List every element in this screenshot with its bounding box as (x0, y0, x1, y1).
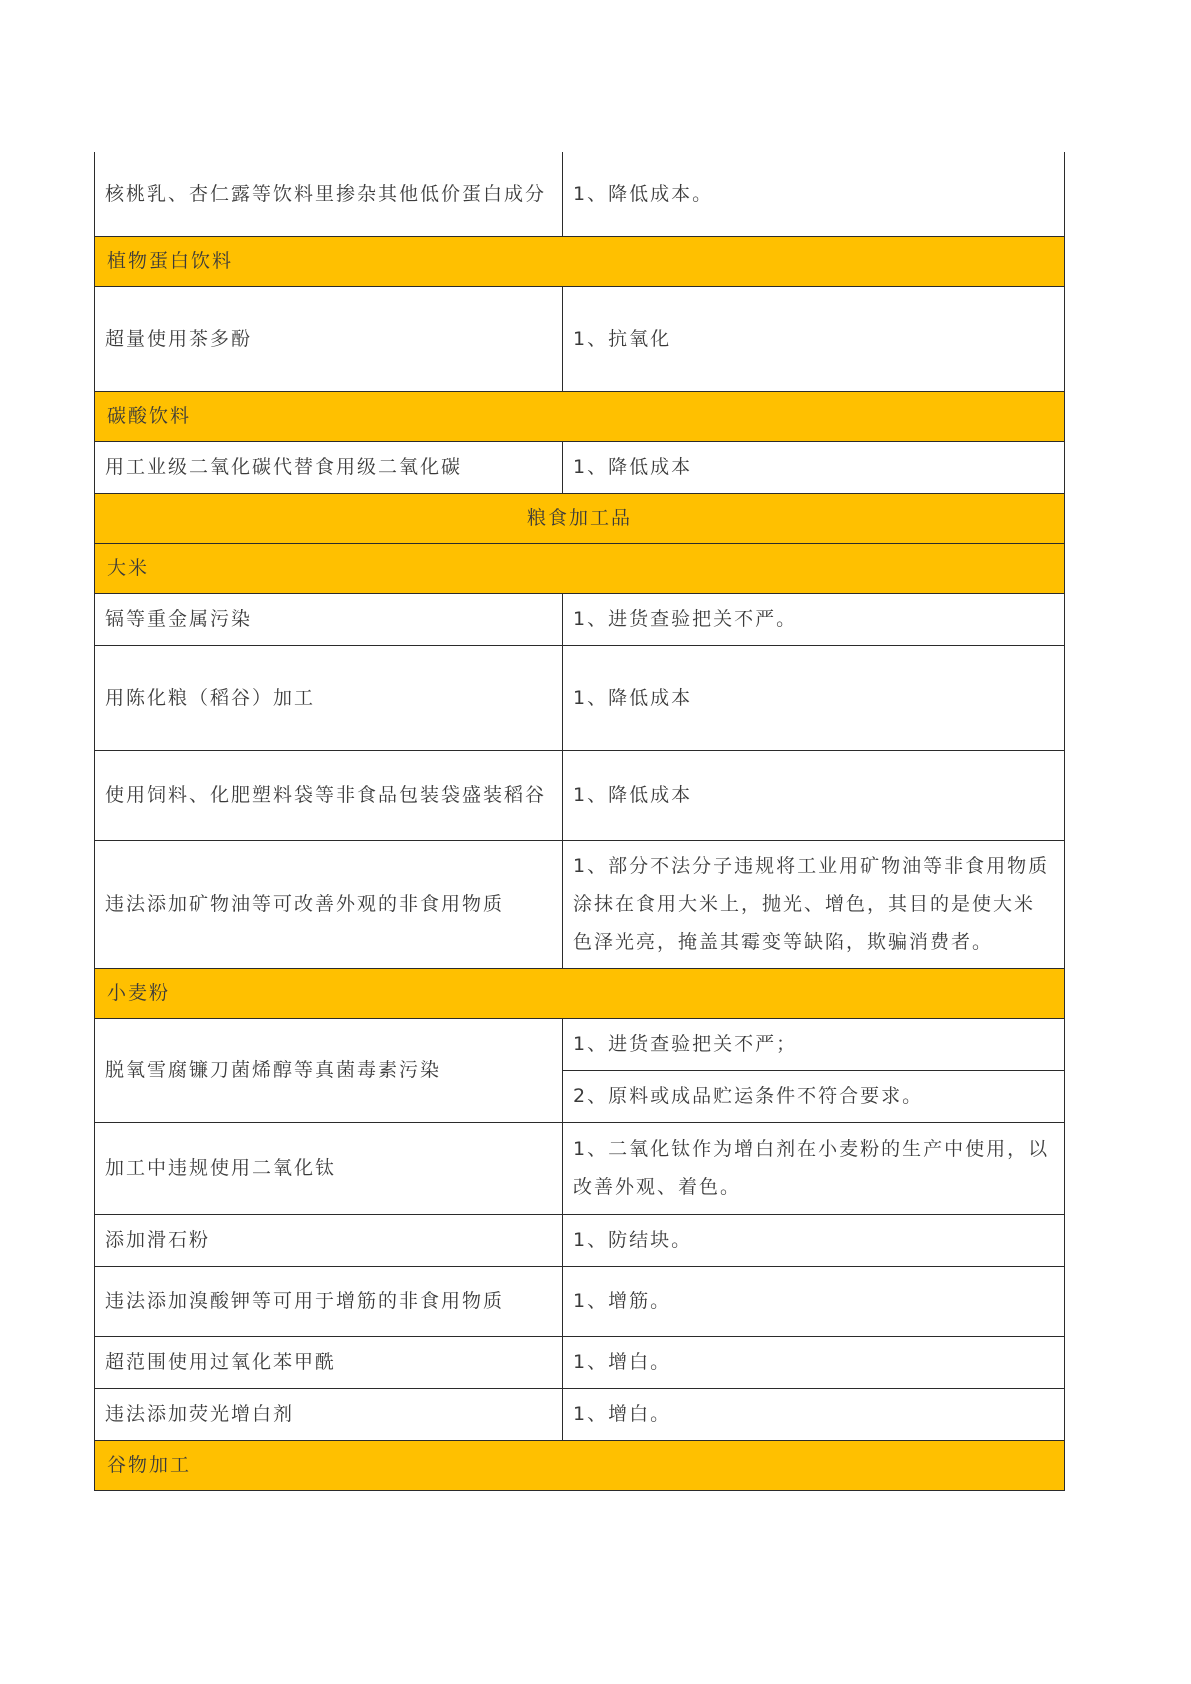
table-row (95, 645, 1065, 750)
table-row (95, 1018, 1065, 1070)
category-row (95, 543, 1065, 593)
table-row (95, 286, 1065, 391)
hazard-cell: 添加滑石粉 (95, 1214, 563, 1266)
category-row (95, 391, 1065, 441)
cause-cell: 1、降低成本 (563, 441, 1065, 493)
cause-cell: 1、降低成本 (563, 750, 1065, 840)
category-header: 碳酸饮料 (95, 391, 1065, 441)
section-row (95, 493, 1065, 543)
cause-cell: 1、增筋。 (563, 1266, 1065, 1336)
cause-cell: 1、部分不法分子违规将工业用矿物油等非食用物质涂抹在食用大米上，抛光、增色，其目的是使大米色泽光亮，掩盖其霉变等缺陷，欺骗消费者。 (563, 840, 1065, 968)
food-risk-table (94, 152, 1065, 1491)
category-row (95, 1440, 1065, 1490)
table-row (95, 840, 1065, 968)
category-header: 谷物加工 (95, 1440, 1065, 1490)
hazard-cell: 脱氧雪腐镰刀菌烯醇等真菌毒素污染 (95, 1018, 563, 1122)
cause-cell: 1、进货查验把关不严。 (563, 593, 1065, 645)
table-row (95, 593, 1065, 645)
section-header: 粮食加工品 (95, 493, 1065, 543)
hazard-cell: 使用饲料、化肥塑料袋等非食品包装袋盛装稻谷 (95, 750, 563, 840)
cause-cell: 1、增白。 (563, 1336, 1065, 1388)
cause-cell: 1、增白。 (563, 1388, 1065, 1440)
table-row (95, 1336, 1065, 1388)
cause-cell: 1、进货查验把关不严； (563, 1018, 1065, 1070)
hazard-cell: 核桃乳、杏仁露等饮料里掺杂其他低价蛋白成分 (95, 152, 563, 236)
cause-cell: 2、原料或成品贮运条件不符合要求。 (563, 1070, 1065, 1122)
table-row (95, 1388, 1065, 1440)
category-header: 小麦粉 (95, 968, 1065, 1018)
cause-cell: 1、防结块。 (563, 1214, 1065, 1266)
category-header: 大米 (95, 543, 1065, 593)
category-row (95, 968, 1065, 1018)
hazard-cell: 超量使用茶多酚 (95, 286, 563, 391)
table-row (95, 1214, 1065, 1266)
cause-cell: 1、降低成本 (563, 645, 1065, 750)
hazard-cell: 用工业级二氧化碳代替食用级二氧化碳 (95, 441, 563, 493)
table-row (95, 750, 1065, 840)
hazard-cell: 加工中违规使用二氧化钛 (95, 1122, 563, 1214)
cause-cell: 1、降低成本。 (563, 152, 1065, 236)
hazard-cell: 违法添加矿物油等可改善外观的非食用物质 (95, 840, 563, 968)
category-row (95, 236, 1065, 286)
table-row (95, 1266, 1065, 1336)
hazard-cell: 违法添加荧光增白剂 (95, 1388, 563, 1440)
hazard-cell: 用陈化粮（稻谷）加工 (95, 645, 563, 750)
category-header: 植物蛋白饮料 (95, 236, 1065, 286)
cause-cell: 1、二氧化钛作为增白剂在小麦粉的生产中使用，以改善外观、着色。 (563, 1122, 1065, 1214)
cause-cell: 1、抗氧化 (563, 286, 1065, 391)
hazard-cell: 镉等重金属污染 (95, 593, 563, 645)
table-row (95, 1122, 1065, 1214)
table-row (95, 152, 1065, 236)
hazard-cell: 超范围使用过氧化苯甲酰 (95, 1336, 563, 1388)
hazard-cell: 违法添加溴酸钾等可用于增筋的非食用物质 (95, 1266, 563, 1336)
table-row (95, 441, 1065, 493)
